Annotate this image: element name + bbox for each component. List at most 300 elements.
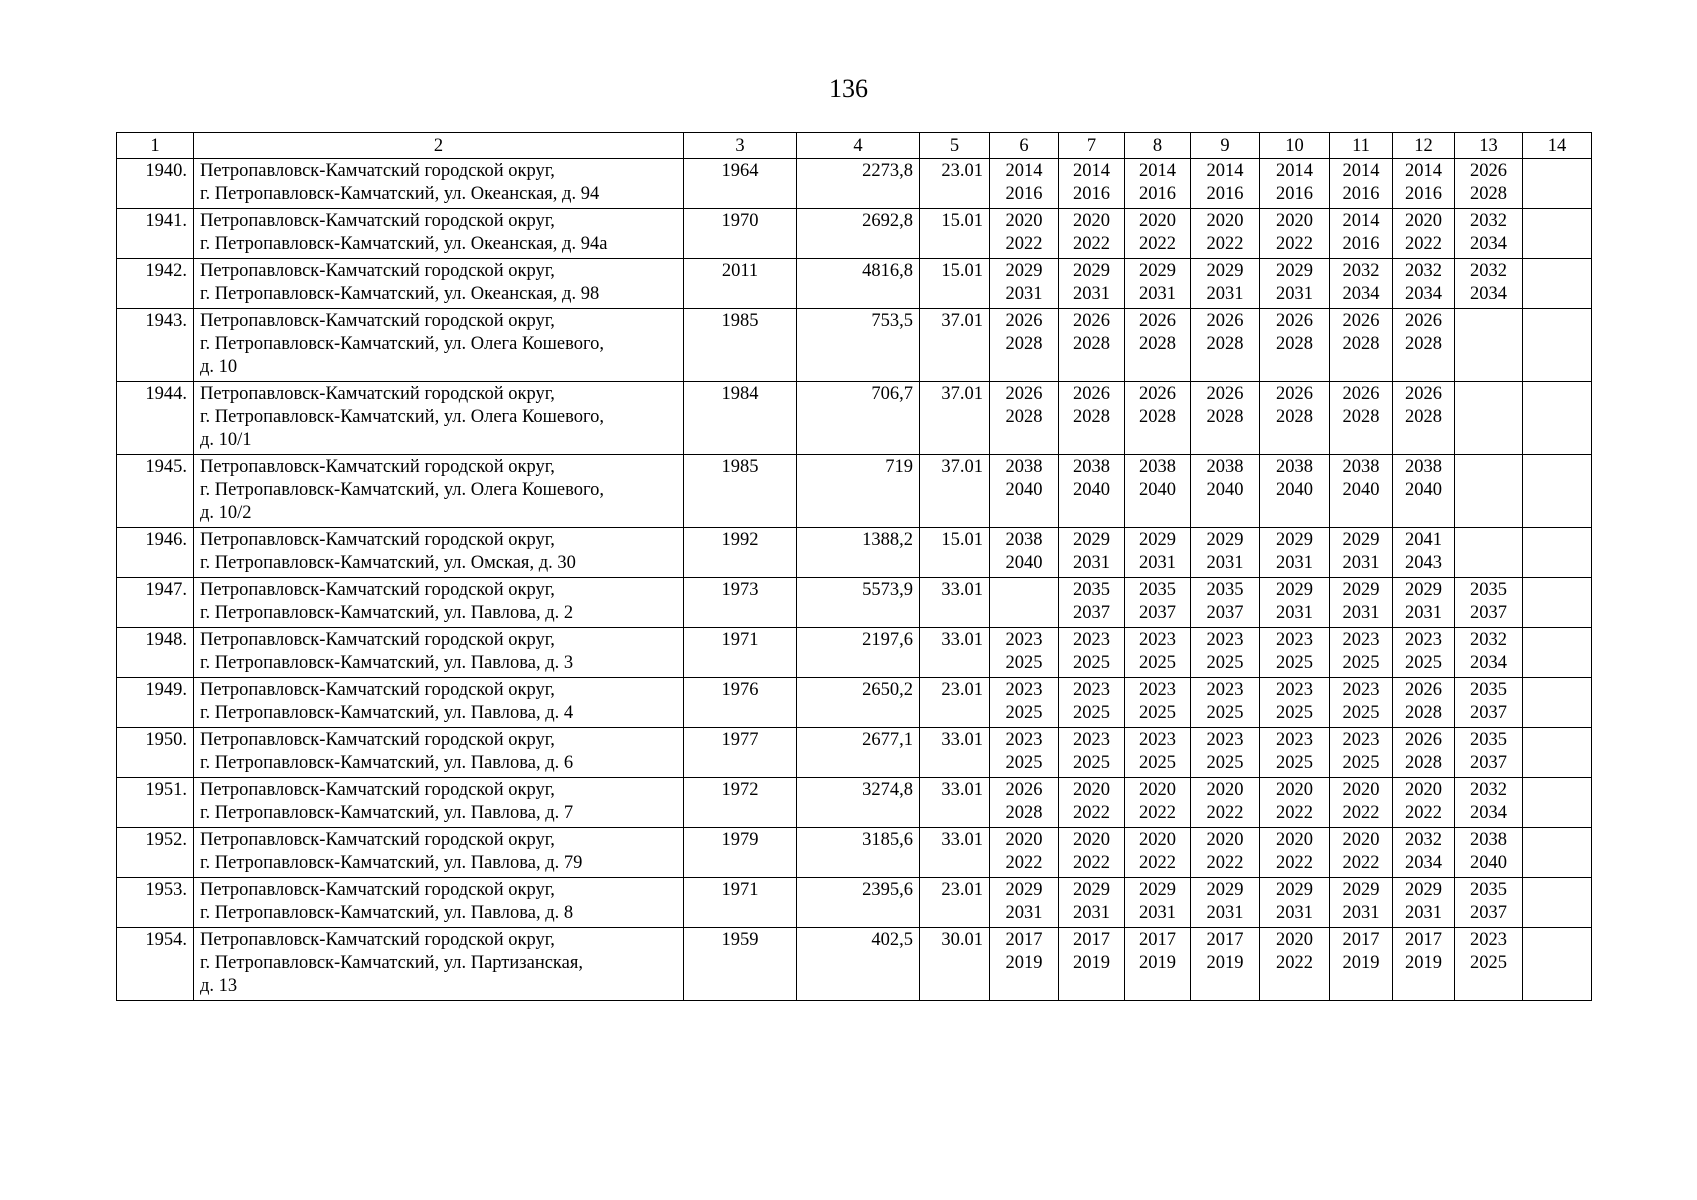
- area-value: 402,5: [797, 928, 920, 1001]
- period-year: 2016: [1073, 184, 1110, 204]
- period-cell: [1393, 678, 1455, 728]
- area-value: 4816,8: [797, 259, 920, 309]
- period-year: 2037: [1470, 703, 1507, 723]
- row-number: 1941.: [117, 209, 194, 259]
- period-year: 2035: [1139, 580, 1176, 600]
- address-cell: [194, 455, 684, 528]
- period-year: 2019: [1073, 953, 1110, 973]
- address-line: Петропавловск-Камчатский городской округ,: [200, 580, 555, 600]
- period-year: 2023: [1139, 680, 1176, 700]
- period-year: 2031: [1342, 903, 1380, 923]
- period-cell: [1260, 528, 1330, 578]
- address-cell: [194, 159, 684, 209]
- code-value: 23.01: [920, 678, 990, 728]
- period-year: 2031: [1276, 553, 1313, 573]
- code-value: 33.01: [920, 628, 990, 678]
- period-cell: [1330, 728, 1393, 778]
- address-line: Петропавловск-Камчатский городской округ,: [200, 384, 555, 404]
- period-year: 2016: [1206, 184, 1244, 204]
- row-number: 1952.: [117, 828, 194, 878]
- period-year: 2028: [1276, 407, 1313, 427]
- column-header: 7: [1059, 133, 1125, 159]
- period-year: 2025: [1005, 703, 1043, 723]
- period-year: 2023: [1005, 680, 1043, 700]
- period-cell: [1455, 309, 1523, 382]
- period-year: 2020: [1276, 830, 1313, 850]
- area-value: 2273,8: [797, 159, 920, 209]
- period-year: 2020: [1405, 211, 1442, 231]
- column-header: 10: [1260, 133, 1330, 159]
- period-year: 2025: [1276, 753, 1313, 773]
- period-year: 2035: [1470, 880, 1507, 900]
- period-year: 2040: [1139, 480, 1176, 500]
- build-year: 1972: [684, 778, 797, 828]
- build-year: 1964: [684, 159, 797, 209]
- period-cell: [990, 928, 1059, 1001]
- period-year: 2029: [1276, 880, 1313, 900]
- period-year: 2034: [1405, 853, 1442, 873]
- period-cell: [1393, 928, 1455, 1001]
- address-line: г. Петропавловск-Камчатский, ул. Павлова, д. 4: [200, 703, 574, 723]
- period-year: 2031: [1405, 903, 1442, 923]
- period-cell: [1455, 455, 1523, 528]
- period-year: 2020: [1405, 780, 1442, 800]
- row-number: 1945.: [117, 455, 194, 528]
- period-year: 2019: [1342, 953, 1380, 973]
- period-cell: [1523, 928, 1592, 1001]
- period-year: 2035: [1470, 730, 1507, 750]
- address-line: г. Петропавловск-Камчатский, ул. Партизанская,: [200, 953, 583, 973]
- period-year: 2029: [1206, 530, 1244, 550]
- period-year: 2020: [1139, 211, 1176, 231]
- period-cell: [1330, 382, 1393, 455]
- period-year: 2023: [1005, 630, 1043, 650]
- period-cell: [1393, 878, 1455, 928]
- period-year: 2025: [1073, 703, 1110, 723]
- address-line: д. 10: [200, 357, 238, 377]
- column-header: 14: [1523, 133, 1592, 159]
- period-year: 2017: [1073, 930, 1110, 950]
- period-cell: [1260, 309, 1330, 382]
- code-value: 37.01: [920, 455, 990, 528]
- period-year: 2025: [1139, 703, 1176, 723]
- period-cell: [1125, 455, 1191, 528]
- address-line: г. Петропавловск-Камчатский, ул. Океанская, д. 98: [200, 284, 600, 304]
- period-year: 2029: [1005, 880, 1043, 900]
- address-line: Петропавловск-Камчатский городской округ,: [200, 261, 555, 281]
- period-cell: [1125, 159, 1191, 209]
- period-year: 2025: [1139, 653, 1176, 673]
- period-year: 2031: [1073, 284, 1110, 304]
- table-row: [117, 455, 1592, 528]
- address-cell: [194, 528, 684, 578]
- period-cell: [1191, 159, 1260, 209]
- code-value: 37.01: [920, 382, 990, 455]
- period-cell: [1393, 159, 1455, 209]
- period-year: 2016: [1405, 184, 1442, 204]
- address-line: Петропавловск-Камчатский городской округ,: [200, 161, 555, 181]
- address-line: д. 10/1: [200, 430, 252, 450]
- address-cell: [194, 309, 684, 382]
- period-cell: [1059, 578, 1125, 628]
- table-row: [117, 382, 1592, 455]
- address-line: г. Петропавловск-Камчатский, ул. Павлова, д. 2: [200, 603, 574, 623]
- period-cell: [1455, 159, 1523, 209]
- period-year: 2020: [1276, 780, 1313, 800]
- row-number: 1948.: [117, 628, 194, 678]
- period-year: 2022: [1139, 803, 1176, 823]
- period-cell: [1455, 528, 1523, 578]
- area-value: 1388,2: [797, 528, 920, 578]
- period-cell: [1393, 528, 1455, 578]
- period-year: 2038: [1005, 530, 1043, 550]
- period-cell: [990, 382, 1059, 455]
- area-value: 2650,2: [797, 678, 920, 728]
- period-cell: [1260, 678, 1330, 728]
- period-cell: [1330, 309, 1393, 382]
- period-cell: [1330, 828, 1393, 878]
- table-row: [117, 209, 1592, 259]
- column-header: 2: [194, 133, 684, 159]
- period-year: 2028: [1206, 334, 1244, 354]
- column-header: 11: [1330, 133, 1393, 159]
- period-cell: [1125, 878, 1191, 928]
- period-year: 2031: [1206, 284, 1244, 304]
- period-year: 2014: [1005, 161, 1043, 181]
- period-cell: [1059, 159, 1125, 209]
- period-cell: [1125, 309, 1191, 382]
- period-cell: [1125, 382, 1191, 455]
- build-year: 1977: [684, 728, 797, 778]
- period-cell: [1260, 878, 1330, 928]
- period-year: 2016: [1276, 184, 1313, 204]
- address-cell: [194, 578, 684, 628]
- period-cell: [1260, 778, 1330, 828]
- period-cell: [1523, 528, 1592, 578]
- period-cell: [1523, 878, 1592, 928]
- period-year: 2019: [1005, 953, 1043, 973]
- address-line: Петропавловск-Камчатский городской округ,: [200, 630, 555, 650]
- code-value: 15.01: [920, 259, 990, 309]
- period-cell: [1330, 678, 1393, 728]
- period-year: 2040: [1206, 480, 1244, 500]
- period-year: 2016: [1005, 184, 1043, 204]
- period-year: 2031: [1139, 284, 1176, 304]
- period-year: 2017: [1206, 930, 1244, 950]
- period-year: 2038: [1005, 457, 1043, 477]
- table-row: [117, 828, 1592, 878]
- period-year: 2034: [1405, 284, 1442, 304]
- period-year: 2032: [1470, 211, 1507, 231]
- period-cell: [1191, 259, 1260, 309]
- period-year: 2028: [1139, 334, 1176, 354]
- period-year: 2020: [1276, 211, 1313, 231]
- address-line: Петропавловск-Камчатский городской округ,: [200, 211, 555, 231]
- column-header: 6: [990, 133, 1059, 159]
- period-cell: [1191, 309, 1260, 382]
- period-year: 2020: [1342, 780, 1380, 800]
- period-year: 2031: [1342, 553, 1380, 573]
- period-year: 2029: [1342, 580, 1380, 600]
- period-cell: [990, 828, 1059, 878]
- address-cell: [194, 209, 684, 259]
- table-row: [117, 628, 1592, 678]
- period-year: 2031: [1139, 553, 1176, 573]
- period-cell: [1125, 259, 1191, 309]
- table-row: [117, 878, 1592, 928]
- period-year: 2020: [1005, 830, 1043, 850]
- period-cell: [1455, 382, 1523, 455]
- period-year: 2038: [1276, 457, 1313, 477]
- period-year: 2023: [1005, 730, 1043, 750]
- build-year: 1984: [684, 382, 797, 455]
- period-year: 2023: [1073, 730, 1110, 750]
- period-cell: [1125, 628, 1191, 678]
- period-year: 2026: [1073, 311, 1110, 331]
- area-value: 3185,6: [797, 828, 920, 878]
- period-year: 2043: [1405, 553, 1442, 573]
- row-number: 1943.: [117, 309, 194, 382]
- period-cell: [1059, 382, 1125, 455]
- period-cell: [1393, 728, 1455, 778]
- period-year: 2038: [1139, 457, 1176, 477]
- period-year: 2020: [1005, 211, 1043, 231]
- period-year: 2038: [1206, 457, 1244, 477]
- period-cell: [990, 209, 1059, 259]
- row-number: 1949.: [117, 678, 194, 728]
- address-line: г. Петропавловск-Камчатский, ул. Олега Кошевого,: [200, 480, 604, 500]
- period-year: 2029: [1073, 880, 1110, 900]
- period-year: 2017: [1342, 930, 1380, 950]
- period-year: 2020: [1206, 830, 1244, 850]
- address-line: Петропавловск-Камчатский городской округ,: [200, 880, 555, 900]
- period-cell: [1191, 928, 1260, 1001]
- address-line: Петропавловск-Камчатский городской округ,: [200, 830, 555, 850]
- period-year: 2037: [1206, 603, 1244, 623]
- period-cell: [1455, 878, 1523, 928]
- period-year: 2026: [1405, 311, 1442, 331]
- period-year: 2023: [1276, 730, 1313, 750]
- period-year: 2034: [1470, 803, 1507, 823]
- period-year: 2031: [1073, 903, 1110, 923]
- code-value: 33.01: [920, 778, 990, 828]
- period-year: 2025: [1276, 653, 1313, 673]
- period-cell: [1191, 209, 1260, 259]
- address-line: д. 13: [200, 976, 238, 996]
- code-value: 23.01: [920, 878, 990, 928]
- period-year: 2028: [1073, 334, 1110, 354]
- period-year: 2016: [1342, 184, 1380, 204]
- period-cell: [1523, 678, 1592, 728]
- area-value: 753,5: [797, 309, 920, 382]
- period-year: 2035: [1206, 580, 1244, 600]
- period-year: 2035: [1470, 680, 1507, 700]
- period-year: 2020: [1073, 780, 1110, 800]
- period-cell: [1260, 382, 1330, 455]
- period-year: 2031: [1342, 603, 1380, 623]
- column-header: 3: [684, 133, 797, 159]
- period-year: 2026: [1206, 384, 1244, 404]
- period-year: 2029: [1139, 530, 1176, 550]
- period-cell: [1455, 578, 1523, 628]
- period-year: 2023: [1470, 930, 1507, 950]
- table-row: [117, 778, 1592, 828]
- period-cell: [1059, 828, 1125, 878]
- area-value: 5573,9: [797, 578, 920, 628]
- period-year: 2029: [1342, 880, 1380, 900]
- period-cell: [1059, 528, 1125, 578]
- area-value: 719: [797, 455, 920, 528]
- period-cell: [1191, 678, 1260, 728]
- period-year: 2022: [1073, 853, 1110, 873]
- period-year: 2026: [1405, 680, 1442, 700]
- address-line: Петропавловск-Камчатский городской округ,: [200, 780, 555, 800]
- address-line: г. Петропавловск-Камчатский, ул. Олега Кошевого,: [200, 334, 604, 354]
- period-cell: [1125, 828, 1191, 878]
- area-value: 2677,1: [797, 728, 920, 778]
- period-year: 2040: [1470, 853, 1507, 873]
- period-year: 2022: [1073, 234, 1110, 254]
- address-line: г. Петропавловск-Камчатский, ул. Олега Кошевого,: [200, 407, 604, 427]
- period-year: 2034: [1470, 653, 1507, 673]
- period-cell: [1260, 455, 1330, 528]
- period-year: 2025: [1206, 703, 1244, 723]
- row-number: 1951.: [117, 778, 194, 828]
- period-year: 2029: [1276, 261, 1313, 281]
- period-year: 2017: [1005, 930, 1043, 950]
- period-cell: [1260, 209, 1330, 259]
- period-year: 2022: [1405, 234, 1442, 254]
- period-year: 2022: [1206, 803, 1244, 823]
- period-year: 2028: [1276, 334, 1313, 354]
- period-year: 2017: [1405, 930, 1442, 950]
- period-cell: [1191, 828, 1260, 878]
- period-year: 2025: [1342, 753, 1380, 773]
- period-cell: [1059, 209, 1125, 259]
- period-year: 2020: [1276, 930, 1313, 950]
- address-cell: [194, 259, 684, 309]
- period-year: 2025: [1005, 753, 1043, 773]
- period-cell: [1330, 159, 1393, 209]
- period-year: 2040: [1073, 480, 1110, 500]
- period-cell: [1191, 382, 1260, 455]
- period-cell: [1523, 778, 1592, 828]
- period-cell: [1191, 455, 1260, 528]
- period-year: 2014: [1276, 161, 1313, 181]
- period-cell: [1125, 928, 1191, 1001]
- build-year: 1973: [684, 578, 797, 628]
- period-cell: [1330, 259, 1393, 309]
- period-year: 2023: [1276, 630, 1313, 650]
- period-cell: [1260, 828, 1330, 878]
- period-year: 2025: [1470, 953, 1507, 973]
- period-year: 2031: [1276, 284, 1313, 304]
- period-year: 2022: [1276, 853, 1313, 873]
- period-year: 2025: [1405, 653, 1442, 673]
- period-year: 2022: [1342, 853, 1380, 873]
- registry-table: [116, 132, 1592, 1001]
- period-year: 2023: [1342, 680, 1380, 700]
- period-cell: [1393, 259, 1455, 309]
- period-year: 2022: [1405, 803, 1442, 823]
- period-cell: [1523, 259, 1592, 309]
- address-line: Петропавловск-Камчатский городской округ,: [200, 530, 555, 550]
- row-number: 1950.: [117, 728, 194, 778]
- period-cell: [1455, 209, 1523, 259]
- period-year: 2031: [1073, 553, 1110, 573]
- period-year: 2023: [1206, 730, 1244, 750]
- area-value: 3274,8: [797, 778, 920, 828]
- address-line: Петропавловск-Камчатский городской округ,: [200, 730, 555, 750]
- period-year: 2022: [1139, 234, 1176, 254]
- period-year: 2029: [1139, 880, 1176, 900]
- period-cell: [1059, 309, 1125, 382]
- period-year: 2022: [1005, 853, 1043, 873]
- period-year: 2025: [1342, 703, 1380, 723]
- period-cell: [990, 455, 1059, 528]
- period-year: 2028: [1405, 407, 1442, 427]
- row-number: 1947.: [117, 578, 194, 628]
- period-cell: [1260, 259, 1330, 309]
- period-year: 2032: [1470, 780, 1507, 800]
- code-value: 37.01: [920, 309, 990, 382]
- period-year: 2014: [1342, 161, 1380, 181]
- period-year: 2023: [1276, 680, 1313, 700]
- row-number: 1953.: [117, 878, 194, 928]
- period-cell: [1330, 878, 1393, 928]
- period-year: 2029: [1073, 530, 1110, 550]
- period-year: 2029: [1139, 261, 1176, 281]
- period-year: 2025: [1206, 753, 1244, 773]
- period-cell: [1125, 578, 1191, 628]
- period-cell: [1393, 382, 1455, 455]
- period-year: 2022: [1276, 953, 1313, 973]
- period-cell: [990, 628, 1059, 678]
- period-year: 2032: [1342, 261, 1380, 281]
- period-cell: [1191, 878, 1260, 928]
- address-line: Петропавловск-Камчатский городской округ,: [200, 680, 555, 700]
- period-year: 2031: [1005, 903, 1043, 923]
- period-year: 2029: [1005, 261, 1043, 281]
- period-cell: [1523, 828, 1592, 878]
- column-header: 8: [1125, 133, 1191, 159]
- period-cell: [1455, 778, 1523, 828]
- period-year: 2022: [1276, 234, 1313, 254]
- period-cell: [990, 678, 1059, 728]
- period-year: 2038: [1342, 457, 1380, 477]
- period-year: 2026: [1139, 384, 1176, 404]
- address-cell: [194, 678, 684, 728]
- address-cell: [194, 628, 684, 678]
- table-row: [117, 159, 1592, 209]
- period-year: 2040: [1005, 553, 1043, 573]
- row-number: 1946.: [117, 528, 194, 578]
- period-year: 2028: [1073, 407, 1110, 427]
- table-header: [117, 133, 1592, 159]
- period-year: 2026: [1342, 384, 1380, 404]
- period-cell: [990, 778, 1059, 828]
- address-line: г. Петропавловск-Камчатский, ул. Павлова, д. 3: [200, 653, 574, 673]
- period-year: 2022: [1005, 234, 1043, 254]
- period-year: 2031: [1276, 903, 1313, 923]
- period-year: 2028: [1005, 334, 1043, 354]
- period-year: 2022: [1206, 234, 1244, 254]
- column-header: 5: [920, 133, 990, 159]
- period-cell: [1455, 728, 1523, 778]
- period-year: 2020: [1073, 211, 1110, 231]
- period-year: 2014: [1139, 161, 1176, 181]
- period-cell: [1393, 828, 1455, 878]
